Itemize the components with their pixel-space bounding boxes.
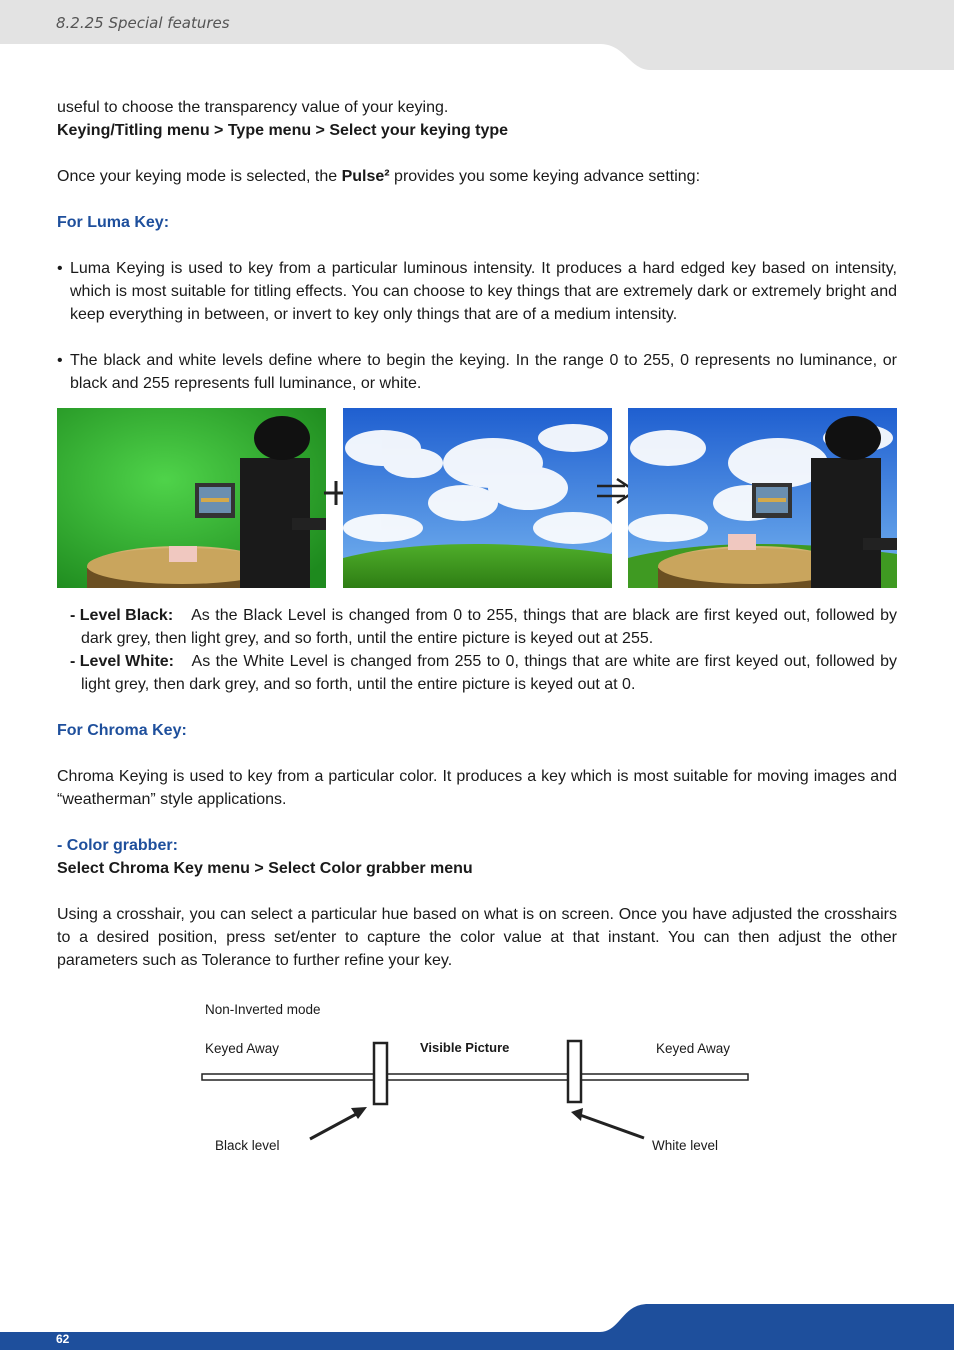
footer-band <box>0 1304 954 1350</box>
item-text: As the Black Level is changed from 0 to 255, things that are black are first keyed out, followed by dark grey, then light grey, and so forth, until the entire picture is keyed out at 255. <box>81 607 898 647</box>
visible-picture-label: Visible Picture <box>420 1040 510 1055</box>
product-name: Pulse² <box>341 168 390 185</box>
keyed-away-right-label: Keyed Away <box>656 1041 731 1056</box>
page-body-continued <box>57 604 897 972</box>
white-level-label: White level <box>652 1138 719 1153</box>
composite-result-image <box>628 408 897 588</box>
section-title: 8.2.25 Special features <box>56 14 230 32</box>
header-band <box>0 0 954 70</box>
keying-illustration <box>57 408 897 588</box>
page-body <box>57 96 897 395</box>
green-screen-image <box>57 408 326 588</box>
chroma-heading: For Chroma Key: <box>57 722 187 739</box>
level-white-item <box>57 650 897 696</box>
menu-path: Select Chroma Key menu > Select Color grabber menu <box>57 860 473 877</box>
page-number: 62 <box>56 1332 70 1346</box>
bullet-text: Luma Keying is used to key from a particular luminous intensity. It produces a hard edged key based on intensity, which is most suitable for titling effects. You can choose to key things that are extremely dark or extremely bright and keep everything in between, or invert to key only things that are of a medium intensity. <box>70 260 897 323</box>
keyed-away-left-label: Keyed Away <box>205 1041 280 1056</box>
mode-label: Non-Inverted mode <box>205 1002 321 1017</box>
text: provides you some keying advance setting: <box>389 168 701 185</box>
text: Once your keying mode is selected, the <box>57 168 342 185</box>
paragraph <box>57 165 897 188</box>
item-label: - Level White: <box>70 653 175 670</box>
luma-heading: For Luma Key: <box>57 214 170 231</box>
bullet-item: • Luma Keying is used to key from a particular luminous intensity. It produces a hard edged key based on intensity, which is most suitable for titling effects. You can choose to key things that are extremely dark or extremely bright and keep everything in between, or invert to key only things that are of a medium intensity. <box>57 260 897 323</box>
color-grabber-heading: - Color grabber: <box>57 837 178 854</box>
black-level-label: Black level <box>215 1138 280 1153</box>
level-diagram <box>195 995 765 1165</box>
item-label: - Level Black: <box>70 607 174 624</box>
item-text: As the White Level is changed from 255 to 0, things that are white are first keyed out, followed by light grey, then dark grey, and so forth, until the entire picture is keyed out at 0. <box>81 653 897 693</box>
bullet-text: The black and white levels define where to begin the keying. In the range 0 to 255, 0 represents no luminance, or black and 255 represents full luminance, or white. <box>70 352 897 392</box>
sky-background-image <box>343 408 612 588</box>
level-black-item <box>57 604 897 650</box>
paragraph: Chroma Keying is used to key from a particular color. It produces a key which is most suitable for moving images and “weatherman” style applications. <box>57 768 897 808</box>
bullet-item: • The black and white levels define where to begin the keying. In the range 0 to 255, 0 represents no luminance, or black and 255 represents full luminance, or white. <box>57 352 897 392</box>
menu-path: Keying/Titling menu > Type menu > Select your keying type <box>57 122 509 139</box>
paragraph: useful to choose the transparency value of your keying. <box>57 99 449 116</box>
paragraph: Using a crosshair, you can select a particular hue based on what is on screen. Once you have adjusted the crosshairs to a desired position, press set/enter to capture the color value at that instant. You can then adjust the other parameters such as Tolerance to further refine your key. <box>57 906 897 969</box>
